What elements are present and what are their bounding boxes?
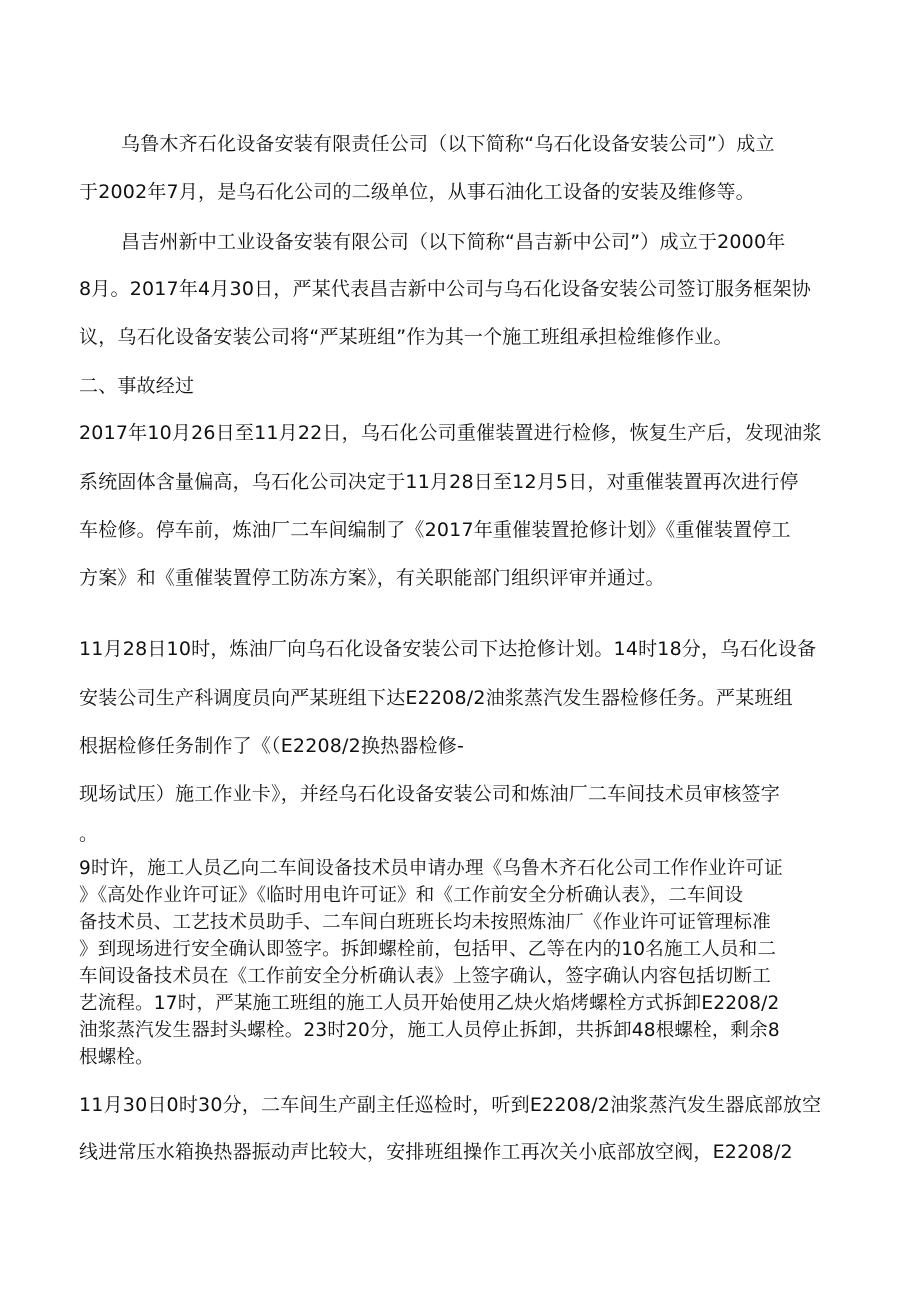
text-line: 》《高处作业许可证》《临时用电许可证》和《工作前安全分析确认表》，二车间设 [79, 885, 744, 906]
text-line: 车检修。停车前，炼油厂二车间编制了《2017年重催装置抢修计划》《重催装置停工 [79, 519, 791, 541]
text-line: 安装公司生产科调度员向严某班组下达E2208/2油浆蒸汽发生器检修任务。严某班组 [79, 687, 793, 709]
text-line: 根螺栓。 [79, 1047, 154, 1068]
text-line: 8月。2017年4月30日，严某代表昌吉新中公司与乌石化设备安装公司签订服务框架协 [79, 278, 811, 300]
text-line: 2017年10月26日至11月22日，乌石化公司重催装置进行检修，恢复生产后，发现油浆 [79, 422, 822, 444]
text-line: 油浆蒸汽发生器封头螺栓。23时20分，施工人员停止拆卸，共拆卸48根螺栓，剩余8 [79, 1020, 780, 1041]
text-line: 》到现场进行安全确认即签字。拆卸螺栓前，包括甲、乙等在内的10名施工人员和二 [79, 939, 777, 960]
text-line: 线进常压水箱换热器振动声比较大，安排班组操作工再次关小底部放空阀，E2208/2 [79, 1141, 793, 1163]
text-line: 根据检修任务制作了《（E2208/2换热器检修- [79, 735, 465, 757]
text-line: 议，乌石化设备安装公司将“严某班组”作为其一个施工班组承担检维修作业。 [79, 326, 733, 348]
text-line: 方案》和《重催装置停工防冻方案》，有关职能部门组织评审并通过。 [79, 567, 665, 589]
heading-text: 二、事故经过 [79, 375, 195, 397]
text-line: 于2002年7月，是乌石化公司的二级单位，从事石油化工设备的安装及维修等。 [79, 181, 755, 203]
text-line: 11月30日0时30分，二车间生产副主任巡检时，听到E2208/2油浆蒸汽发生器底部放空 [79, 1094, 822, 1116]
text-line: 11月28日10时，炼油厂向乌石化设备安装公司下达抢修计划。14时18分，乌石化设备 [79, 638, 817, 660]
text-line: 艺流程。17时，严某施工班组的施工人员开始使用乙炔火焰烤螺栓方式拆卸E2208/2 [79, 993, 780, 1014]
text-line: 系统固体含量偏高，乌石化公司决定于11月28日至12月5日，对重催装置再次进行停 [79, 471, 799, 493]
text-line: 9时许，施工人员乙向二车间设备技术员申请办理《乌鲁木齐石化公司工作作业许可证 [79, 858, 783, 879]
text-line: 车间设备技术员在《工作前安全分析确认表》上签字确认，签字确认内容包括切断工 [79, 966, 771, 987]
text-line: 现场试压）施工作业卡》，并经乌石化设备安装公司和炼油厂二车间技术员审核签字 [79, 783, 780, 805]
text-line: 。 [79, 823, 99, 845]
text-line: 备技术员、工艺技术员助手、二车间白班班长均未按照炼油厂《作业许可证管理标准 [79, 912, 771, 933]
text-line: 昌吉州新中工业设备安装有限公司（以下简称“昌吉新中公司”）成立于2000年 [121, 231, 786, 253]
text-line: 乌鲁木齐石化设备安装有限责任公司（以下简称“乌石化设备安装公司”）成立 [121, 133, 775, 155]
